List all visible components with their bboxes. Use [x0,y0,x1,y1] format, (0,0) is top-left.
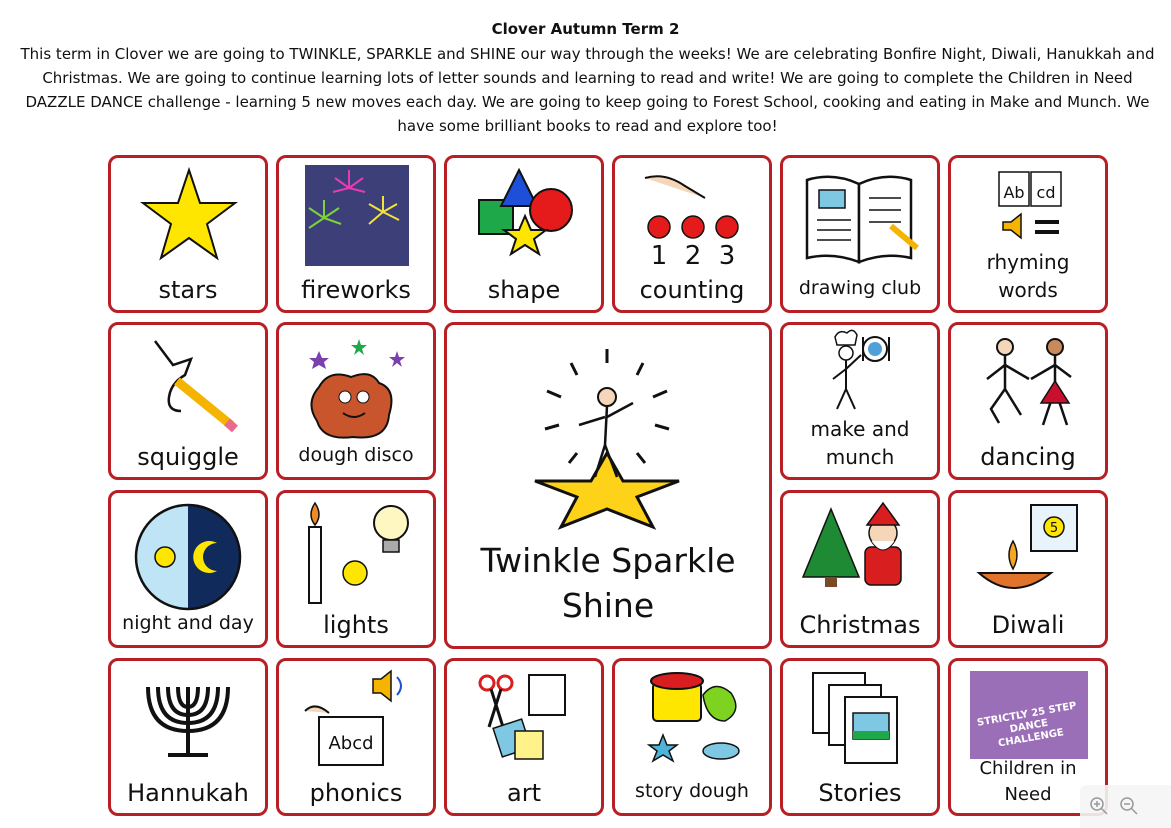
cell-stars [108,155,268,313]
page-title: Clover Autumn Term 2 [491,20,680,38]
cell-rhyming-words [948,155,1108,313]
cell-topic-center [444,322,772,649]
cell-counting [612,155,772,313]
zoom-in-icon[interactable] [1088,795,1110,817]
cell-label: art [507,779,541,807]
pudsey-banner-icon [970,671,1088,759]
cell-label: shape [487,276,561,304]
cell-label: dancing [980,443,1076,471]
cell-label: Hannukah [127,779,249,807]
digit-three: 3 [718,241,736,271]
banner-text: STRICTLY 25 STEP DANCE CHALLENGE [976,700,1078,750]
cell-label: Christmas [799,611,921,639]
cell-label: story dough [635,780,749,802]
cell-label-line-2: words [998,278,1058,302]
cell-label: phonics [309,779,403,807]
cell-label-line-1: rhyming [986,250,1070,274]
cell-dancing [948,322,1108,480]
digit-two: 2 [684,241,702,271]
center-title-line-2: Shine [561,586,655,625]
cell-stories [780,658,940,816]
cell-label-line-1: make and [810,417,910,441]
center-title-line-1: Twinkle Sparkle [480,541,736,580]
cell-story-dough [612,658,772,816]
cell-drawing-club [780,155,940,313]
rhyme-glyph-2: cd [1036,183,1056,202]
cell-label: night and day [122,612,254,634]
cell-label: drawing club [798,277,922,299]
cell-label: Diwali [991,611,1065,639]
cell-label-line-2: munch [825,445,895,469]
cell-label: Stories [818,779,902,807]
zoom-controls [1080,785,1171,828]
cell-hannukah [108,658,268,816]
intro-paragraph: This term in Clover we are going to TWINKLE, SPARKLE and SHINE our way through the weeks! We are celebrating Bonfire Night, Diwali, Hanukkah and Christmas. We are going to continue learning lots of letter sounds and learning to read and write! We are going to complete the Children in Need DAZZLE DANCE challenge - learning 5 new moves each day. We are going to keep going to Forest School, cooking and eating in Make and Munch. We have some brilliant books to read and explore too! [20,45,1155,135]
cell-christmas [780,490,940,648]
cell-fireworks [276,155,436,313]
cell-dough-disco [276,322,436,480]
cell-label-line-1: Children in [979,758,1077,779]
cell-label: dough disco [298,444,414,466]
cell-lights [276,490,436,648]
cell-label: fireworks [301,276,411,304]
digit-one: 1 [650,241,668,271]
cell-shape [444,155,604,313]
rhyme-glyph-1: Ab [1003,183,1025,202]
diwali-number: 5 [1049,521,1059,536]
phonics-glyph: Abcd [328,733,374,754]
cell-night-and-day [108,490,268,648]
cell-phonics [276,658,436,816]
cell-label: counting [639,276,745,304]
cell-label: squiggle [137,443,239,471]
cell-diwali [948,490,1108,648]
cell-art [444,658,604,816]
cell-make-and-munch [780,322,940,480]
cell-label-line-2: Need [1004,784,1052,805]
cell-squiggle [108,322,268,480]
cell-label: stars [158,276,218,304]
cell-label: lights [323,611,389,639]
zoom-out-icon[interactable] [1118,795,1140,817]
